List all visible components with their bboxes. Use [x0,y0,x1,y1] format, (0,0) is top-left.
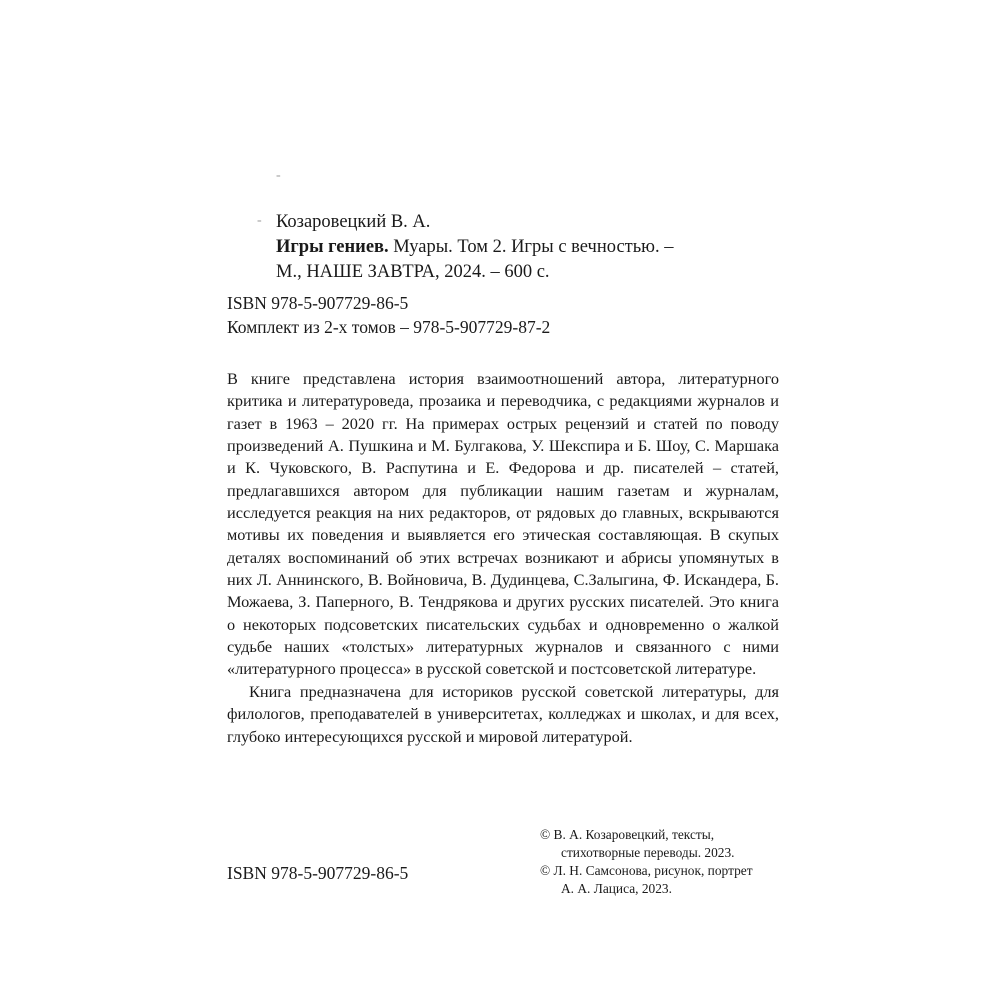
abstract-paragraph-1: В книге представлена история взаимоотношений автора, литературного критика и литературоведа, прозаика и переводчика, с редакциями журналов и газет в 1963 – 2020 гг. На примерах острых рецензий и статей по поводу произведений А. Пушкина и М. Булгакова, У. Шекспира и Б. Шоу, С. Маршака и К. Чуковского, В. Распутина и Е. Федорова и др. писателей – статей, предлагавшихся автором для публикации нашим газетам и журналам, исследуется реакция на них редакторов, от рядовых до главных, вскрываются мотивы их поведения и выявляется его этическая составляющая. В скупых деталях воспоминаний об этих встречах возникают и абрисы упомянутых в них Л. Аннинского, В. Войновича, В. Дудинцева, С.Залыгина, Ф. Искандера, Б. Можаева, З. Паперного, В. Тендрякова и других русских писателей. Это книга о некоторых подсоветских писательских судьбах и одновременно о жалкой судьбе наших «толстых» литературных журналов и связанного с ними «литературного процесса» в русской советской и постсоветской литературе. [227,369,779,679]
copyright-line-1: © В. А. Козаровецкий, тексты, [540,827,715,842]
copyright-line-2: стихотворные переводы. 2023. [561,845,735,860]
top-dash-mark: - [276,168,281,183]
isbn-block [227,291,550,339]
author-line: Козаровецкий В. А. [276,212,431,232]
copyright-line-3: © Л. Н. Самсонова, рисунок, портрет [540,863,753,878]
copyright-line-4: А. А. Лациса, 2023. [561,881,672,896]
set-isbn-line: Комплект из 2-х томов – 978-5-907729-87-2 [227,317,551,337]
title-line [276,235,674,260]
bottom-isbn: ISBN 978-5-907729-86-5 [227,863,409,883]
left-dash-mark: - [257,213,262,228]
book-title: Игры гениев. [276,237,389,257]
bibliographic-record [276,210,674,285]
abstract-paragraph-2: Книга предназначена для историков русской советской литературы, для филологов, преподавателей в университетах, колледжах и школах, и для всех, глубоко интересующихся русской и мировой литературой. [227,681,779,746]
imprint-line: М., НАШЕ ЗАВТРА, 2024. – 600 с. [276,262,550,282]
copyright-block [540,826,753,898]
book-subtitle: Муары. Том 2. Игры с вечностью. – [388,237,674,257]
abstract [227,368,779,748]
isbn-line: ISBN 978-5-907729-86-5 [227,293,409,313]
